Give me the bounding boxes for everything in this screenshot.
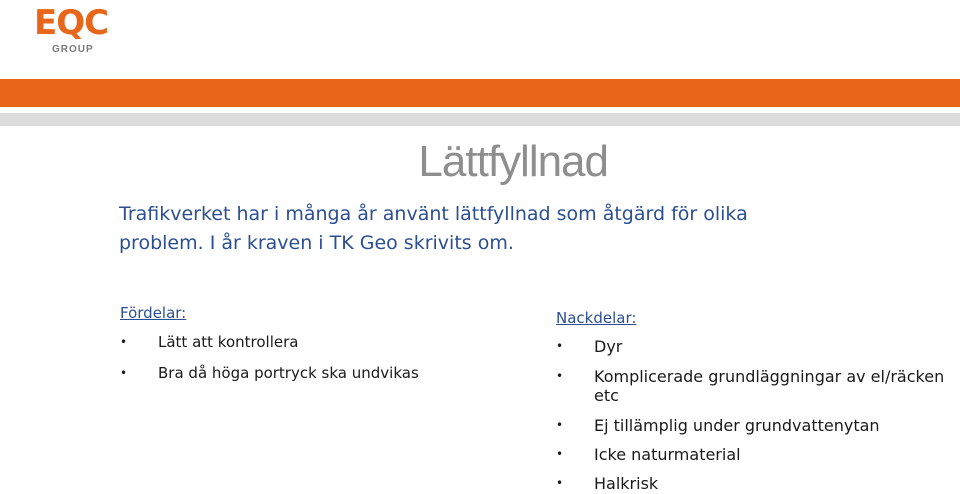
disadvantage-item (556, 416, 956, 435)
disadvantage-item (556, 445, 956, 464)
bullet-icon: • (556, 369, 564, 383)
advantage-item-text: Lätt att kontrollera (158, 333, 299, 351)
slide-title: Lättfyllnad (418, 137, 608, 186)
disadvantage-item-text: Ej tillämplig under grundvattenytan (594, 416, 880, 435)
header-divider-bar (0, 113, 960, 126)
disadvantages-section (556, 308, 956, 493)
advantages-list (120, 333, 420, 382)
bullet-icon: • (120, 366, 128, 380)
advantage-item (120, 364, 420, 382)
bullet-icon: • (556, 447, 564, 461)
advantage-item (120, 333, 420, 351)
disadvantage-item (556, 367, 956, 405)
intro-text: Trafikverket har i många år använt lättfyllnad som åtgärd för olika problem. I år kraven i TK Geo skrivits om. (119, 203, 748, 254)
disadvantage-item-text: Halkrisk (594, 474, 659, 493)
advantages-section (120, 303, 420, 382)
logo-subtitle: GROUP (52, 44, 94, 55)
header-accent-bar (0, 79, 960, 107)
disadvantage-item (556, 474, 956, 493)
disadvantages-heading: Nackdelar: (556, 309, 637, 327)
eqc-group-logo (34, 4, 124, 58)
disadvantage-item (556, 337, 956, 356)
bullet-icon: • (120, 335, 128, 349)
bullet-icon: • (556, 476, 564, 490)
disadvantage-item-text: Komplicerade grundläggningar av el/räcken etc (594, 367, 945, 405)
disadvantage-item-text: Dyr (594, 337, 623, 356)
disadvantages-list (556, 337, 956, 493)
logo-mark: EQC (34, 3, 109, 43)
bullet-icon: • (556, 418, 564, 432)
advantages-heading: Fördelar: (120, 304, 187, 322)
disadvantage-item-text: Icke naturmaterial (594, 445, 741, 464)
advantage-item-text: Bra då höga portryck ska undvikas (158, 364, 419, 382)
bullet-icon: • (556, 339, 564, 353)
